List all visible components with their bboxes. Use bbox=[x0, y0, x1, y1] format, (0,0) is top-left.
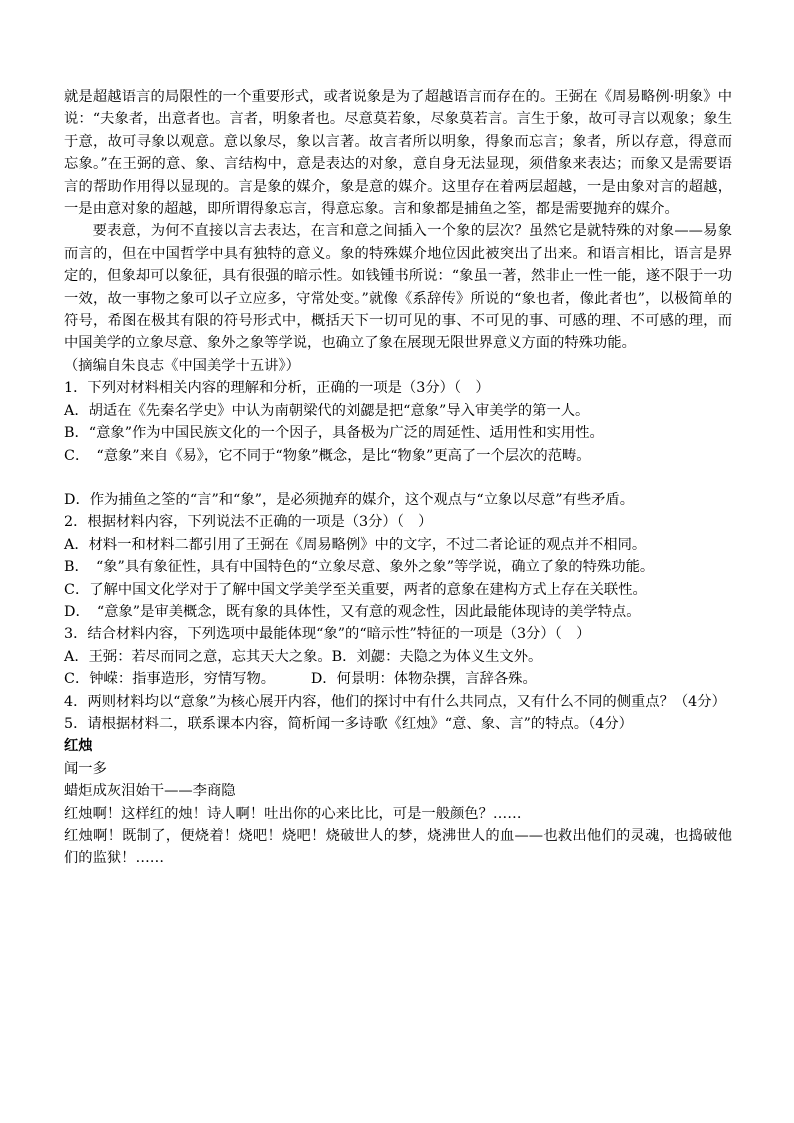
question-3: 3．结合材料内容，下列选项中最能体现“象”的“暗示性”特征的一项是（3分）（ ） bbox=[64, 626, 591, 643]
poem-line-1: 红烛啊！这样红的烛！诗人啊！吐出你的心来比比，可是一般颜色？…… bbox=[64, 805, 522, 822]
question-1-option-c: C． “意象”来自《易》，它不同于“物象”概念，是比“物象”更高了一个层次的范畴。 bbox=[64, 447, 591, 464]
poem-title: 红烛 bbox=[64, 738, 93, 755]
question-4: 4．两则材料均以“意象”为核心展开内容，他们的探讨中有什么共同点，又有什么不同的侧重点？（4分） bbox=[64, 693, 726, 710]
poem-line-2: 红烛啊！既制了，便烧着！烧吧！烧吧！烧破世人的梦，烧沸世人的血——也救出他们的灵魂，也捣破他们的监狱！…… bbox=[64, 828, 732, 867]
question-2-option-c: C．了解中国文化学对于了解中国文学美学至关重要，两者的意象在建构方式上存在关联性。 bbox=[64, 581, 647, 598]
question-3-options-cd: C．钟嵘：指事造形，穷情写物。 D．何景明：体物杂撰，言辞各殊。 bbox=[64, 671, 537, 688]
material-source: （摘编自朱良志《中国美学十五讲》） bbox=[64, 357, 300, 374]
question-2: 2．根据材料内容，下列说法不正确的一项是（3分）（ ） bbox=[64, 514, 433, 531]
question-3-options-ab: A．王弼：若尽而同之意，忘其天大之象。B．刘勰：夫隐之为体义生文外。 bbox=[64, 648, 543, 665]
material-paragraph-2: 要表意，为何不直接以言去表达，在言和意之间插入一个象的层次？虽然它是就特殊的对象——易象而言的，但在中国哲学中具有独特的意义。象的特殊媒介地位因此被突出了出来。和语言相比，语言是界定的，但象却可以象征，具有很强的暗示性。如钱锺书所说：“象虽一著，然非止一性一能，遂不限于一功一效，故一事物之象可以孑立应多，守常处变。”就像《系辞传》所说的“象也者，像此者也”，以极简单的符号，希图在极其有限的符号形式中，概括天下一切可见的事、不可见的事、可感的理、不可感的理，而中国美学的立象尽意、象外之象等学说，也确立了象在展现无限世界意义方面的特殊功能。 bbox=[64, 223, 732, 352]
poem-epigraph: 蜡炬成灰泪始干——李商隐 bbox=[64, 783, 236, 800]
poem-author: 闻一多 bbox=[64, 760, 107, 777]
question-2-option-b: B． “象”具有象征性，具有中国特色的“立象尽意、象外之象”等学说，确立了象的特殊功能。 bbox=[64, 559, 655, 576]
question-1: 1．下列对材料相关内容的理解和分析，正确的一项是（3分）（ ） bbox=[64, 380, 490, 397]
question-2-option-d: D． “意象”是审美概念，既有象的具体性，又有意的观念性，因此最能体现诗的美学特点。 bbox=[64, 603, 641, 620]
document-page bbox=[64, 86, 732, 870]
question-1-option-a: A．胡适在《先秦名学史》中认为南朝梁代的刘勰是把“意象”导入审美学的第一人。 bbox=[64, 402, 590, 419]
blank-line bbox=[64, 467, 732, 489]
question-2-option-a: A．材料一和材料二都引用了王弼在《周易略例》中的文字，不过二者论证的观点并不相同。 bbox=[64, 536, 647, 553]
material-paragraph-1: 就是超越语言的局限性的一个重要形式，或者说象是为了超越语言而存在的。王弼在《周易略例·明象》中说：“夫象者，出意者也。言者，明象者也。尽意莫若象，尽象莫若言。言生于象，故可寻言以观象；象生于意，故可寻象以观意。意以象尽，象以言著。故言者所以明象，得象而忘言；象者，所以存意，得意而忘象。”在王弼的意、象、言结构中，意是表达的对象，意自身无法显现，须借象来表达；而象又是需要语言的帮助作用得以显现的。言是象的媒介，象是意的媒介。这里存在着两层超越，一是由象对言的超越，一是由意对象的超越，即所谓得象忘言，得意忘象。言和象都是捕鱼之筌，都是需要抛弃的媒介。 bbox=[64, 89, 732, 218]
question-5: 5．请根据材料二，联系课本内容，简析闻一多诗歌《红烛》“意、象、言”的特点。（4分） bbox=[64, 715, 633, 732]
question-1-option-b: B．“意象”作为中国民族文化的一个因子，具备极为广泛的周延性、适用性和实用性。 bbox=[64, 425, 604, 442]
question-1-option-d: D．作为捕鱼之筌的“言”和“象”，是必须抛弃的媒介，这个观点与“立象以尽意”有些矛盾。 bbox=[64, 491, 635, 508]
